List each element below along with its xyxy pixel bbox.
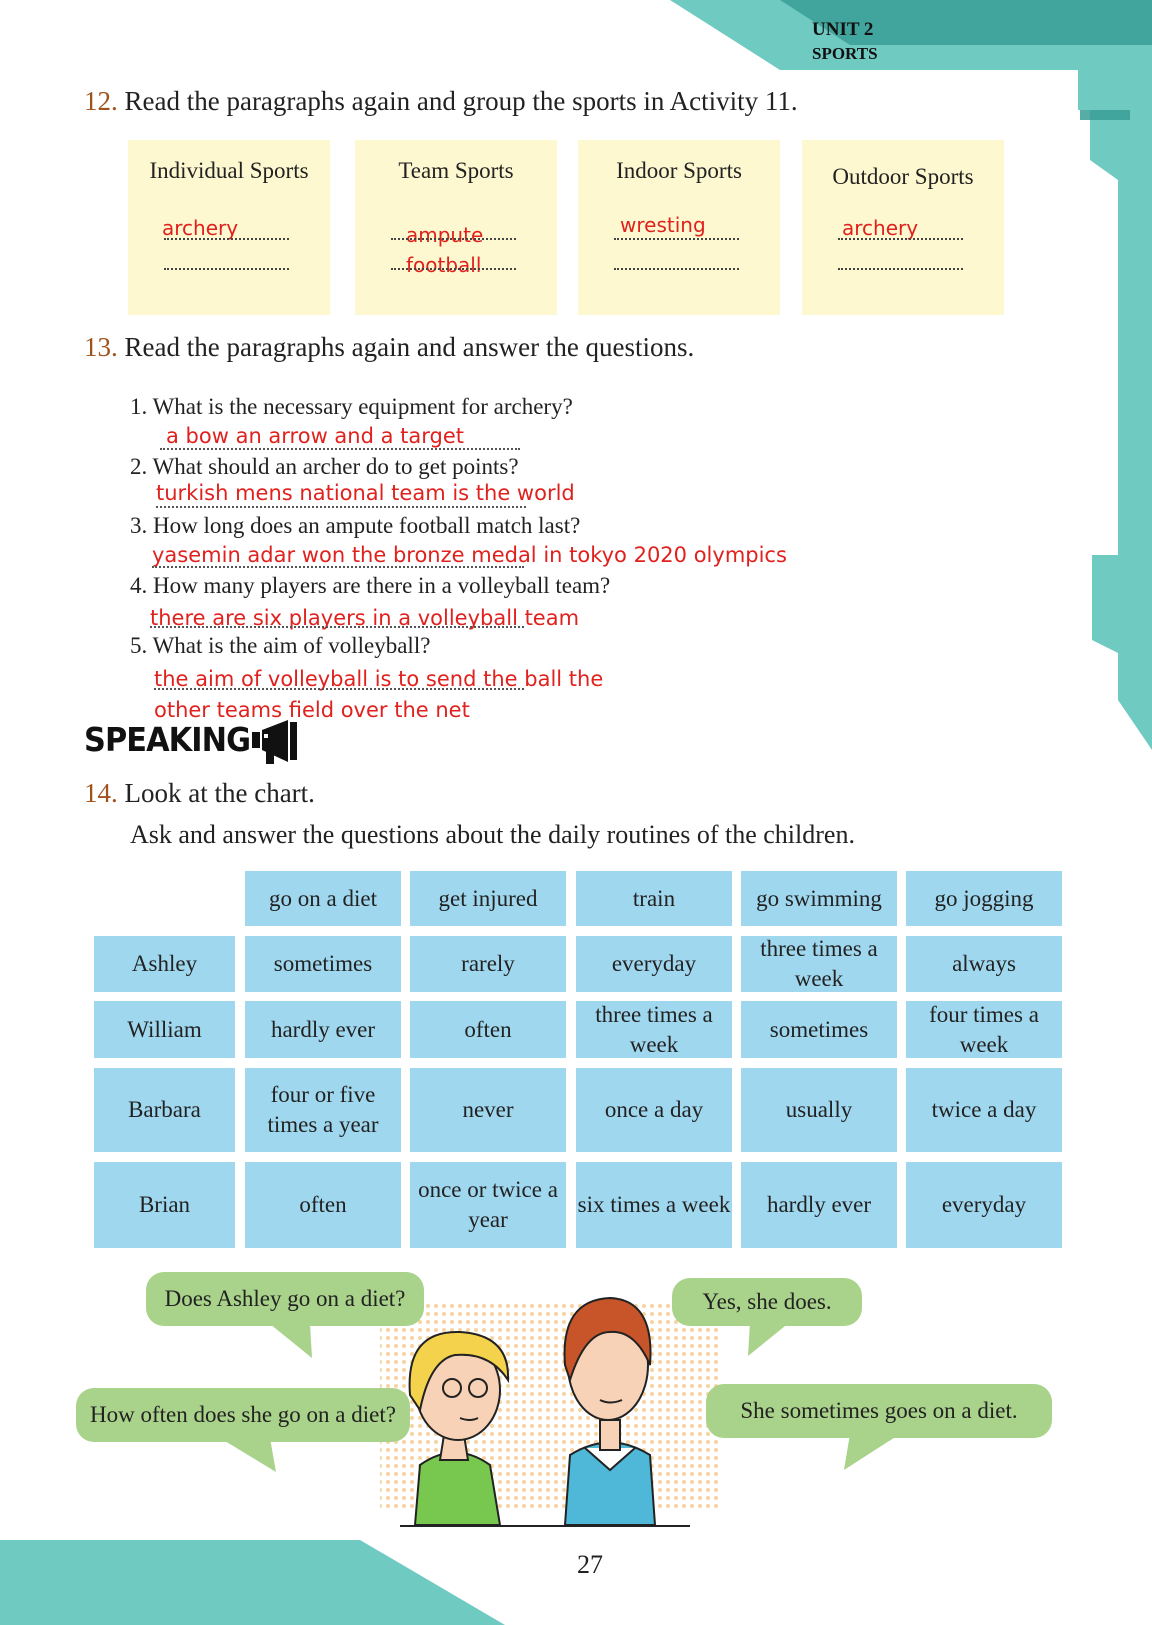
unit-number: UNIT 2 <box>812 19 874 40</box>
answer-1[interactable]: a bow an arrow and a target <box>166 424 465 448</box>
activity-13-heading <box>84 332 694 363</box>
row-header-william: William <box>94 1001 235 1058</box>
activity-13-instruction: Read the paragraphs again and answer the questions. <box>124 332 695 362</box>
table-cell: once a day <box>576 1068 732 1152</box>
bubble-tail <box>220 1438 280 1472</box>
note-answer[interactable]: football <box>406 253 482 277</box>
column-header: go on a diet <box>245 871 401 926</box>
note-answer[interactable]: archery <box>162 216 239 240</box>
answer-line <box>838 268 963 270</box>
answer-4[interactable]: there are six players in a volleyball team <box>150 606 580 630</box>
answer-line <box>838 238 963 240</box>
answer-line <box>614 268 739 270</box>
question-1: 1. What is the necessary equipment for archery? <box>130 394 573 419</box>
unit-topic: SPORTS <box>812 44 878 63</box>
row-header-ashley: Ashley <box>94 936 235 992</box>
activity-14-number: 14. <box>84 778 118 808</box>
page-number: 27 <box>577 1550 603 1579</box>
column-header: go jogging <box>906 871 1062 926</box>
note-answer[interactable]: archery <box>842 216 919 240</box>
answer-line <box>156 506 526 508</box>
column-header: go swimming <box>741 871 897 926</box>
table-cell: sometimes <box>741 1001 897 1058</box>
answer-line <box>154 688 524 690</box>
answer-3[interactable]: yasemin adar won the bronze medal in tokyo 2020 olympics <box>152 543 787 567</box>
question-4: 4. How many players are there in a volleyball team? <box>130 573 611 598</box>
unit-label <box>812 18 952 66</box>
table-cell: often <box>245 1162 401 1248</box>
table-cell: six times a week <box>576 1162 732 1248</box>
answer-line <box>164 238 289 240</box>
answer-5-continued[interactable]: other teams field over the net <box>154 698 470 722</box>
question-2: 2. What should an archer do to get points? <box>130 454 519 479</box>
note-title: Indoor Sports <box>616 158 742 183</box>
table-cell: everyday <box>906 1162 1062 1248</box>
answer-5[interactable]: the aim of volleyball is to send the ball the <box>154 667 604 691</box>
activity-12-number: 12. <box>84 86 118 116</box>
bubble-tail <box>740 1322 790 1356</box>
answer-line <box>164 268 289 270</box>
table-cell: four times a week <box>906 1001 1062 1058</box>
bubble-question-1: Does Ashley go on a diet? <box>146 1272 424 1326</box>
activity-14-heading <box>84 778 315 809</box>
bubble-tail <box>270 1324 320 1358</box>
note-indoor-sports <box>578 140 780 315</box>
table-cell: hardly ever <box>245 1001 401 1058</box>
answer-line <box>614 238 739 240</box>
megaphone-icon <box>250 718 300 766</box>
activity-14-subinstruction: Ask and answer the questions about the daily routines of the children. <box>130 820 855 849</box>
table-cell: four or five times a year <box>245 1068 401 1152</box>
note-title: Individual Sports <box>149 158 309 183</box>
answer-2[interactable]: turkish mens national team is the world <box>156 481 575 505</box>
activity-13-number: 13. <box>84 332 118 362</box>
note-team-sports <box>355 140 557 315</box>
note-answer[interactable]: wresting <box>620 213 706 237</box>
table-cell: three times a week <box>741 936 897 992</box>
table-cell: three times a week <box>576 1001 732 1058</box>
table-cell: always <box>906 936 1062 992</box>
activity-14-instruction: Look at the chart. <box>124 778 315 808</box>
table-cell: never <box>410 1068 566 1152</box>
bubble-question-2: How often does she go on a diet? <box>76 1388 410 1442</box>
note-individual-sports <box>128 140 330 315</box>
table-cell: twice a day <box>906 1068 1062 1152</box>
activity-12-instruction: Read the paragraphs again and group the sports in Activity 11. <box>124 86 798 116</box>
note-answer[interactable]: ampute <box>406 223 484 247</box>
row-header-barbara: Barbara <box>94 1068 235 1152</box>
question-5: 5. What is the aim of volleyball? <box>130 633 431 658</box>
table-cell: often <box>410 1001 566 1058</box>
bubble-tail <box>840 1434 900 1470</box>
row-header-brian: Brian <box>94 1162 235 1248</box>
table-cell: sometimes <box>245 936 401 992</box>
answer-line <box>391 238 516 240</box>
column-header: get injured <box>410 871 566 926</box>
activity-12-heading <box>84 86 798 117</box>
column-header: train <box>576 871 732 926</box>
table-cell: everyday <box>576 936 732 992</box>
bubble-answer-1: Yes, she does. <box>672 1278 862 1326</box>
note-outdoor-sports <box>802 140 1004 315</box>
table-cell: once or twice a year <box>410 1162 566 1248</box>
table-cell: rarely <box>410 936 566 992</box>
table-cell: hardly ever <box>741 1162 897 1248</box>
answer-line <box>160 448 520 450</box>
note-title: Outdoor Sports <box>832 164 974 189</box>
question-3: 3. How long does an ampute football match last? <box>130 513 581 538</box>
speaking-label: SPEAKING <box>84 720 251 759</box>
table-cell: usually <box>741 1068 897 1152</box>
answer-line <box>391 268 516 270</box>
answer-line <box>152 566 524 568</box>
note-title: Team Sports <box>398 158 514 183</box>
bubble-answer-2: She sometimes goes on a diet. <box>706 1384 1052 1438</box>
answer-line <box>150 626 524 628</box>
